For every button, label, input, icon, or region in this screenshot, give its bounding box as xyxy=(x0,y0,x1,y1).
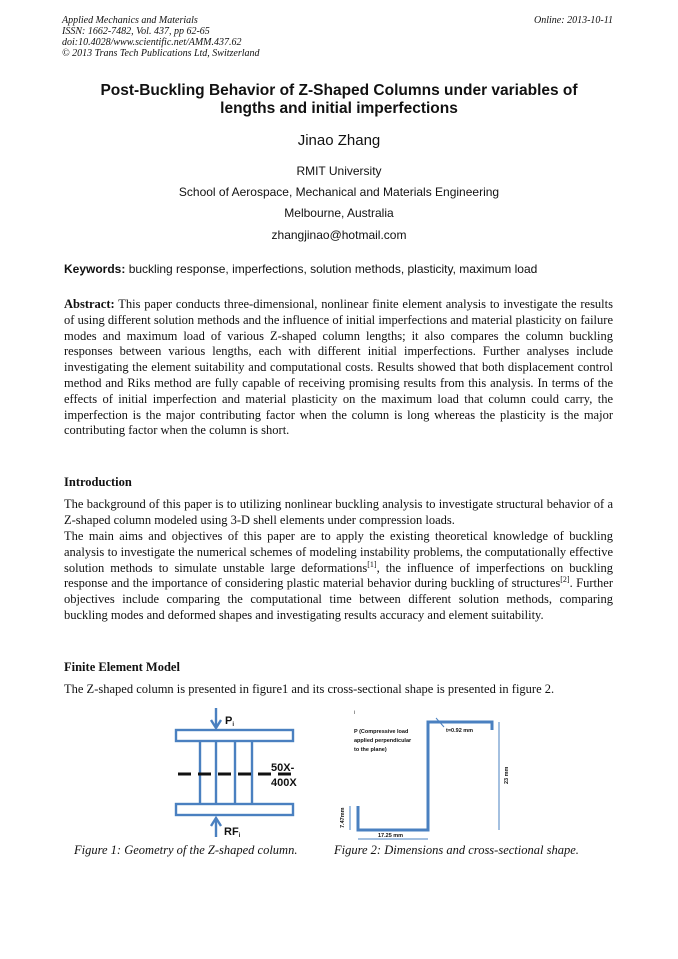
thickness-label: t=0.92 mm xyxy=(446,728,474,734)
issn: ISSN: 1662-7482, Vol. 437, pp 62-65 xyxy=(62,26,210,37)
bottom-end-plate xyxy=(176,804,293,815)
introduction-paragraph-2 xyxy=(64,529,613,624)
keywords xyxy=(64,262,619,276)
online-date: Online: 2013-10-11 xyxy=(534,15,613,26)
length-label-1: 50X- xyxy=(271,762,295,774)
journal-header xyxy=(62,15,260,59)
abstract-text: This paper conducts three-dimensional, nonlinear finite element analysis to investigate the results of using different solution methods and the influence of initial imperfections and material plasticity on failure modes and maximum load of various Z-shaped column lengths; it also compares the column buckling responses between various lengths, each with different initial imperfections. Further analyses include investigating the element suitability and computational costs. Results showed that both displacement control method and Riks method are fully capable of receiving promising results from this analysis. In terms of the effects of initial imperfection and material plasticity on the maximum load that column could carry, the imperfection is the major contributing factor when the column is long whereas the plasticity is the major contributing factor when the column is short. xyxy=(64,297,613,438)
load-note-line-3: to the plane) xyxy=(354,747,387,753)
keywords-text: buckling response, imperfections, solution methods, plasticity, maximum load xyxy=(125,262,538,276)
copyright: © 2013 Trans Tech Publications Ltd, Switzerland xyxy=(62,48,260,59)
author-name: Jinao Zhang xyxy=(297,132,381,149)
doi: doi:10.4028/www.scientific.net/AMM.437.62 xyxy=(62,37,242,48)
affiliation-university: RMIT University xyxy=(296,164,382,178)
fem-paragraph: The Z-shaped column is presented in figure1 and its cross-sectional shape is presented in figure 2. xyxy=(64,682,555,696)
support-label: RFi xyxy=(224,826,241,839)
citation-2[interactable]: [2] xyxy=(560,575,570,585)
load-label: Pi xyxy=(225,715,235,728)
intro-p2-part-a: The main aims and objectives of this paper are to apply the existing theoretical knowledge of buckling analysis to investigate the numerical schemes of modeling instability problems, the computationally effective solution methods to simulate unstable large deformations xyxy=(64,529,613,575)
figure-2-mark: i xyxy=(354,710,356,716)
width-label: 17.25 mm xyxy=(378,833,404,839)
title-line-1: Post-Buckling Behavior of Z-Shaped Columns under variables of xyxy=(100,82,578,99)
load-note-line-1: P (Compressive load xyxy=(354,729,409,735)
citation-1[interactable]: [1] xyxy=(367,559,377,569)
fem-heading: Finite Element Model xyxy=(64,660,180,674)
keywords-label: Keywords: xyxy=(64,262,126,276)
intro-p2-part-c: . Further objectives include comparing the computational time between different solution methods, comparing buckling modes and deformed shapes and investigating results accuracy and element suitability. xyxy=(64,576,613,622)
introduction-paragraph-1: The background of this paper is to utilizing nonlinear buckling analysis to investigate structural behavior of a Z-shaped column modeled using 3-D shell elements under compression loads. xyxy=(64,497,613,527)
figure-2-caption: Figure 2: Dimensions and cross-sectional shape. xyxy=(334,843,579,857)
abstract xyxy=(64,297,613,439)
abstract-label: Abstract: xyxy=(64,297,115,311)
figure-1-caption: Figure 1: Geometry of the Z-shaped column. xyxy=(74,843,298,857)
length-label-2: 400X xyxy=(271,777,297,789)
affiliation-city: Melbourne, Australia xyxy=(284,206,394,220)
flange-label: 7.47mm xyxy=(340,807,346,828)
introduction-heading: Introduction xyxy=(64,475,132,489)
journal-name: Applied Mechanics and Materials xyxy=(62,15,198,26)
paper-title xyxy=(64,82,614,118)
top-end-plate xyxy=(176,730,293,741)
height-label: 23 mm xyxy=(504,766,510,784)
intro-p2-part-b: , the influence of imperfections on buckling response and the importance of considering plastic material behavior during buckling of structures xyxy=(64,560,613,591)
load-note-line-2: applied perpendicular xyxy=(354,738,412,744)
dimension-lines xyxy=(350,718,499,839)
title-line-2: lengths and initial imperfections xyxy=(220,100,458,117)
affiliation-school: School of Aerospace, Mechanical and Materials Engineering xyxy=(178,185,500,199)
author-email[interactable]: zhangjinao@hotmail.com xyxy=(271,228,407,242)
